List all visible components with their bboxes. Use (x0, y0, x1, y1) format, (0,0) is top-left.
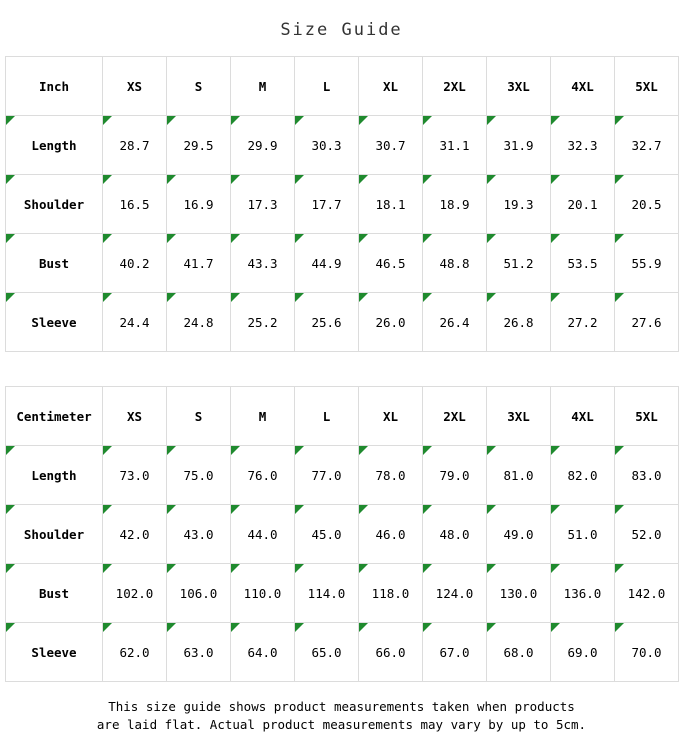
row-label: Bust (6, 234, 103, 293)
row-label: Length (6, 116, 103, 175)
corner-marker-icon (231, 564, 240, 573)
row-label: Bust (6, 564, 103, 623)
column-header: M (231, 387, 295, 446)
table-cell: 114.0 (295, 564, 359, 623)
row-label: Shoulder (6, 505, 103, 564)
corner-marker-icon (231, 116, 240, 125)
table-row (6, 564, 679, 623)
table-cell: 48.0 (423, 505, 487, 564)
corner-marker-icon (6, 446, 15, 455)
corner-marker-icon (359, 564, 368, 573)
table-cell: 31.9 (487, 116, 551, 175)
table-cell: 70.0 (615, 623, 679, 682)
corner-marker-icon (359, 175, 368, 184)
corner-marker-icon (231, 446, 240, 455)
table-cell: 31.1 (423, 116, 487, 175)
table-cell: 78.0 (359, 446, 423, 505)
table-cell: 46.0 (359, 505, 423, 564)
corner-marker-icon (551, 175, 560, 184)
row-label: Shoulder (6, 175, 103, 234)
corner-marker-icon (167, 175, 176, 184)
corner-marker-icon (615, 623, 624, 632)
table-cell: 27.6 (615, 293, 679, 352)
table-cell: 44.0 (231, 505, 295, 564)
table-cell: 26.8 (487, 293, 551, 352)
table-cell: 102.0 (103, 564, 167, 623)
table-row (6, 505, 679, 564)
unit-header-inch: Inch (6, 57, 103, 116)
corner-marker-icon (423, 446, 432, 455)
table-cell: 30.7 (359, 116, 423, 175)
corner-marker-icon (423, 564, 432, 573)
table-cell: 27.2 (551, 293, 615, 352)
corner-marker-icon (295, 116, 304, 125)
corner-marker-icon (295, 564, 304, 573)
table-cell: 41.7 (167, 234, 231, 293)
table-cell: 48.8 (423, 234, 487, 293)
table-cell: 73.0 (103, 446, 167, 505)
corner-marker-icon (551, 116, 560, 125)
table-header-row (6, 387, 679, 446)
table-row (6, 234, 679, 293)
table-row (6, 446, 679, 505)
table-cell: 43.3 (231, 234, 295, 293)
table-gap (0, 352, 683, 386)
table-cell: 16.5 (103, 175, 167, 234)
column-header: S (167, 387, 231, 446)
corner-marker-icon (487, 175, 496, 184)
table-cell: 75.0 (167, 446, 231, 505)
table-cell: 24.4 (103, 293, 167, 352)
column-header: M (231, 57, 295, 116)
corner-marker-icon (423, 293, 432, 302)
footnote (0, 682, 683, 734)
table-cell: 64.0 (231, 623, 295, 682)
corner-marker-icon (423, 623, 432, 632)
column-header: 4XL (551, 57, 615, 116)
corner-marker-icon (103, 564, 112, 573)
corner-marker-icon (423, 505, 432, 514)
table-cell: 42.0 (103, 505, 167, 564)
table-cell: 65.0 (295, 623, 359, 682)
table-row (6, 116, 679, 175)
corner-marker-icon (551, 623, 560, 632)
table-cell: 28.7 (103, 116, 167, 175)
column-header: 2XL (423, 387, 487, 446)
corner-marker-icon (487, 505, 496, 514)
table-cell: 51.0 (551, 505, 615, 564)
corner-marker-icon (551, 564, 560, 573)
column-header: L (295, 387, 359, 446)
corner-marker-icon (615, 564, 624, 573)
row-label: Sleeve (6, 293, 103, 352)
table-cell: 16.9 (167, 175, 231, 234)
corner-marker-icon (423, 116, 432, 125)
table-cell: 79.0 (423, 446, 487, 505)
corner-marker-icon (615, 175, 624, 184)
column-header: XL (359, 57, 423, 116)
corner-marker-icon (551, 505, 560, 514)
corner-marker-icon (295, 446, 304, 455)
table-cell: 66.0 (359, 623, 423, 682)
table-cell: 19.3 (487, 175, 551, 234)
table-header-row (6, 57, 679, 116)
corner-marker-icon (6, 175, 15, 184)
corner-marker-icon (487, 293, 496, 302)
column-header: 2XL (423, 57, 487, 116)
corner-marker-icon (487, 116, 496, 125)
corner-marker-icon (167, 446, 176, 455)
size-table-inch (5, 56, 679, 352)
corner-marker-icon (167, 623, 176, 632)
table-cell: 25.6 (295, 293, 359, 352)
corner-marker-icon (615, 234, 624, 243)
corner-marker-icon (615, 505, 624, 514)
corner-marker-icon (231, 234, 240, 243)
corner-marker-icon (103, 175, 112, 184)
table-cell: 130.0 (487, 564, 551, 623)
corner-marker-icon (231, 175, 240, 184)
column-header: L (295, 57, 359, 116)
page-title: Size Guide (280, 20, 403, 40)
table-cell: 81.0 (487, 446, 551, 505)
table-cell: 40.2 (103, 234, 167, 293)
table-cell: 24.8 (167, 293, 231, 352)
corner-marker-icon (423, 175, 432, 184)
table-cell: 76.0 (231, 446, 295, 505)
table-cell: 20.1 (551, 175, 615, 234)
table-cell: 45.0 (295, 505, 359, 564)
table-body-centimeter (6, 387, 679, 682)
corner-marker-icon (167, 234, 176, 243)
corner-marker-icon (295, 293, 304, 302)
table-cell: 29.5 (167, 116, 231, 175)
table-cell: 20.5 (615, 175, 679, 234)
table-row (6, 623, 679, 682)
table-cell: 63.0 (167, 623, 231, 682)
column-header: 4XL (551, 387, 615, 446)
table-cell: 118.0 (359, 564, 423, 623)
corner-marker-icon (295, 175, 304, 184)
row-label: Length (6, 446, 103, 505)
corner-marker-icon (487, 564, 496, 573)
table-cell: 83.0 (615, 446, 679, 505)
corner-marker-icon (359, 623, 368, 632)
column-header: XL (359, 387, 423, 446)
corner-marker-icon (6, 116, 15, 125)
table-cell: 106.0 (167, 564, 231, 623)
corner-marker-icon (615, 116, 624, 125)
table-cell: 52.0 (615, 505, 679, 564)
table-cell: 46.5 (359, 234, 423, 293)
table-cell: 67.0 (423, 623, 487, 682)
corner-marker-icon (167, 293, 176, 302)
row-label: Sleeve (6, 623, 103, 682)
corner-marker-icon (167, 505, 176, 514)
column-header: 5XL (615, 387, 679, 446)
column-header: XS (103, 387, 167, 446)
column-header: 3XL (487, 57, 551, 116)
table-cell: 25.2 (231, 293, 295, 352)
corner-marker-icon (487, 234, 496, 243)
table-cell: 69.0 (551, 623, 615, 682)
column-header: XS (103, 57, 167, 116)
corner-marker-icon (6, 505, 15, 514)
corner-marker-icon (359, 505, 368, 514)
corner-marker-icon (231, 623, 240, 632)
corner-marker-icon (103, 446, 112, 455)
table-cell: 82.0 (551, 446, 615, 505)
corner-marker-icon (359, 116, 368, 125)
corner-marker-icon (487, 446, 496, 455)
table-cell: 32.7 (615, 116, 679, 175)
column-header: 5XL (615, 57, 679, 116)
corner-marker-icon (295, 623, 304, 632)
table-cell: 77.0 (295, 446, 359, 505)
corner-marker-icon (551, 293, 560, 302)
table-cell: 110.0 (231, 564, 295, 623)
table-cell: 142.0 (615, 564, 679, 623)
corner-marker-icon (6, 564, 15, 573)
table-cell: 136.0 (551, 564, 615, 623)
corner-marker-icon (615, 293, 624, 302)
table-cell: 17.3 (231, 175, 295, 234)
table-cell: 43.0 (167, 505, 231, 564)
size-table-centimeter (5, 386, 679, 682)
corner-marker-icon (551, 234, 560, 243)
table-cell: 68.0 (487, 623, 551, 682)
corner-marker-icon (295, 505, 304, 514)
table-cell: 55.9 (615, 234, 679, 293)
corner-marker-icon (359, 234, 368, 243)
table-cell: 32.3 (551, 116, 615, 175)
corner-marker-icon (103, 293, 112, 302)
corner-marker-icon (359, 293, 368, 302)
table-cell: 51.2 (487, 234, 551, 293)
corner-marker-icon (6, 234, 15, 243)
corner-marker-icon (359, 446, 368, 455)
corner-marker-icon (231, 505, 240, 514)
column-header: 3XL (487, 387, 551, 446)
table-cell: 18.1 (359, 175, 423, 234)
table-row (6, 293, 679, 352)
corner-marker-icon (551, 446, 560, 455)
table-row (6, 175, 679, 234)
table-cell: 26.4 (423, 293, 487, 352)
table-cell: 18.9 (423, 175, 487, 234)
corner-marker-icon (167, 116, 176, 125)
table-cell: 44.9 (295, 234, 359, 293)
corner-marker-icon (167, 564, 176, 573)
corner-marker-icon (295, 234, 304, 243)
table-cell: 30.3 (295, 116, 359, 175)
table-body-inch (6, 57, 679, 352)
table-cell: 17.7 (295, 175, 359, 234)
table-cell: 62.0 (103, 623, 167, 682)
table-cell: 124.0 (423, 564, 487, 623)
corner-marker-icon (6, 623, 15, 632)
table-cell: 26.0 (359, 293, 423, 352)
corner-marker-icon (103, 505, 112, 514)
unit-header-centimeter: Centimeter (6, 387, 103, 446)
corner-marker-icon (423, 234, 432, 243)
corner-marker-icon (103, 234, 112, 243)
corner-marker-icon (615, 446, 624, 455)
corner-marker-icon (103, 116, 112, 125)
footnote-line-1: This size guide shows product measurements taken when products (108, 699, 575, 714)
column-header: S (167, 57, 231, 116)
corner-marker-icon (103, 623, 112, 632)
table-cell: 29.9 (231, 116, 295, 175)
footnote-line-2: are laid flat. Actual product measurements may vary by up to 5cm. (96, 717, 587, 732)
corner-marker-icon (231, 293, 240, 302)
corner-marker-icon (6, 293, 15, 302)
table-cell: 49.0 (487, 505, 551, 564)
table-cell: 53.5 (551, 234, 615, 293)
corner-marker-icon (487, 623, 496, 632)
